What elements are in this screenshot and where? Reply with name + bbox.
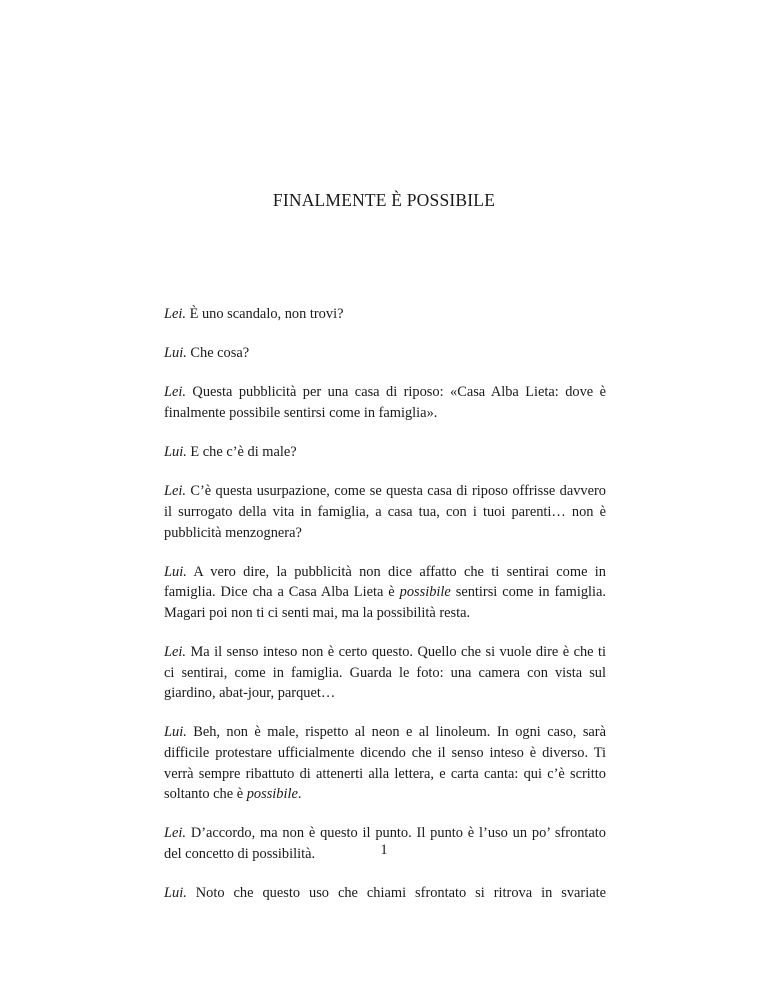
paragraph-text: C’è questa usurpazione, come se questa casa di riposo offrisse davvero il surrogato della vita in famiglia, a casa tua, con i tuoi parenti… non è pubblicità menzognera? — [164, 483, 606, 541]
paragraph-text: Noto che questo uso che chiami sfrontato si ritrova in svariate — [186, 885, 606, 902]
paragraph-text: E che c’è di male? — [186, 444, 297, 461]
dialogue-paragraph — [164, 481, 606, 543]
paragraph-text: Ma il senso inteso non è certo questo. Quello che si vuole dire è che ti ci sentirai, come in famiglia. Guarda le foto: una camera con vista sul giardino, abat-jour, parquet… — [164, 644, 606, 702]
dialogue-paragraph — [164, 722, 606, 804]
paragraph-text: È uno scandalo, non trovi? — [186, 306, 344, 322]
page-number: 1 — [380, 842, 388, 858]
speaker-label: Lei. — [164, 483, 186, 500]
speaker-label: Lei. — [164, 306, 186, 322]
speaker-label: Lei. — [164, 384, 186, 401]
speaker-label: Lei. — [164, 644, 186, 661]
speaker-label: Lui. — [164, 724, 187, 741]
speaker-label: Lui. — [164, 444, 187, 461]
paragraph-text: sentirsi come in famiglia. Magari poi non ti ci senti mai, ma la possibilità resta. — [164, 584, 606, 621]
paragraph-text: Beh, non è male, rispetto al neon e al linoleum. In ogni caso, sarà difficile protestare ufficialmente dicendo che il senso inteso è diverso. Ti verrà sempre ribattuto di attenerti alla lettera, e carta canta: qui c’è scritto soltanto che è — [164, 724, 606, 803]
dialogue-paragraph — [164, 343, 606, 364]
paragraph-text: Che cosa? — [186, 345, 250, 362]
speaker-label: Lui. — [164, 563, 187, 580]
page-title: FINALMENTE È POSSIBILE — [272, 190, 496, 210]
dialogue-body — [164, 304, 606, 904]
dialogue-paragraph — [164, 442, 606, 463]
dialogue-paragraph — [164, 562, 606, 624]
paragraph-text: . — [297, 786, 302, 803]
emphasis-text: possibile — [399, 584, 451, 601]
paragraph-text: D’accordo, ma non è questo il punto. Il punto è l’uso un po’ sfrontato del concetto di possibilità. — [164, 825, 606, 863]
paragraph-text: A vero dire, la pubblicità non dice affatto che ti sentirai come in famiglia. Dice cha a Casa Alba Lieta è — [164, 563, 606, 601]
speaker-label: Lui. — [164, 345, 187, 362]
paragraph-text: Questa pubblicità per una casa di riposo: «Casa Alba Lieta: dove è finalmente possibile sentirsi come in famiglia». — [164, 384, 606, 421]
dialogue-paragraph — [164, 382, 606, 423]
dialogue-paragraph — [164, 883, 606, 904]
emphasis-text: possibile — [246, 786, 298, 803]
dialogue-paragraph — [164, 642, 606, 704]
dialogue-paragraph — [164, 304, 606, 325]
speaker-label: Lei. — [164, 825, 186, 842]
speaker-label: Lui. — [164, 885, 187, 902]
